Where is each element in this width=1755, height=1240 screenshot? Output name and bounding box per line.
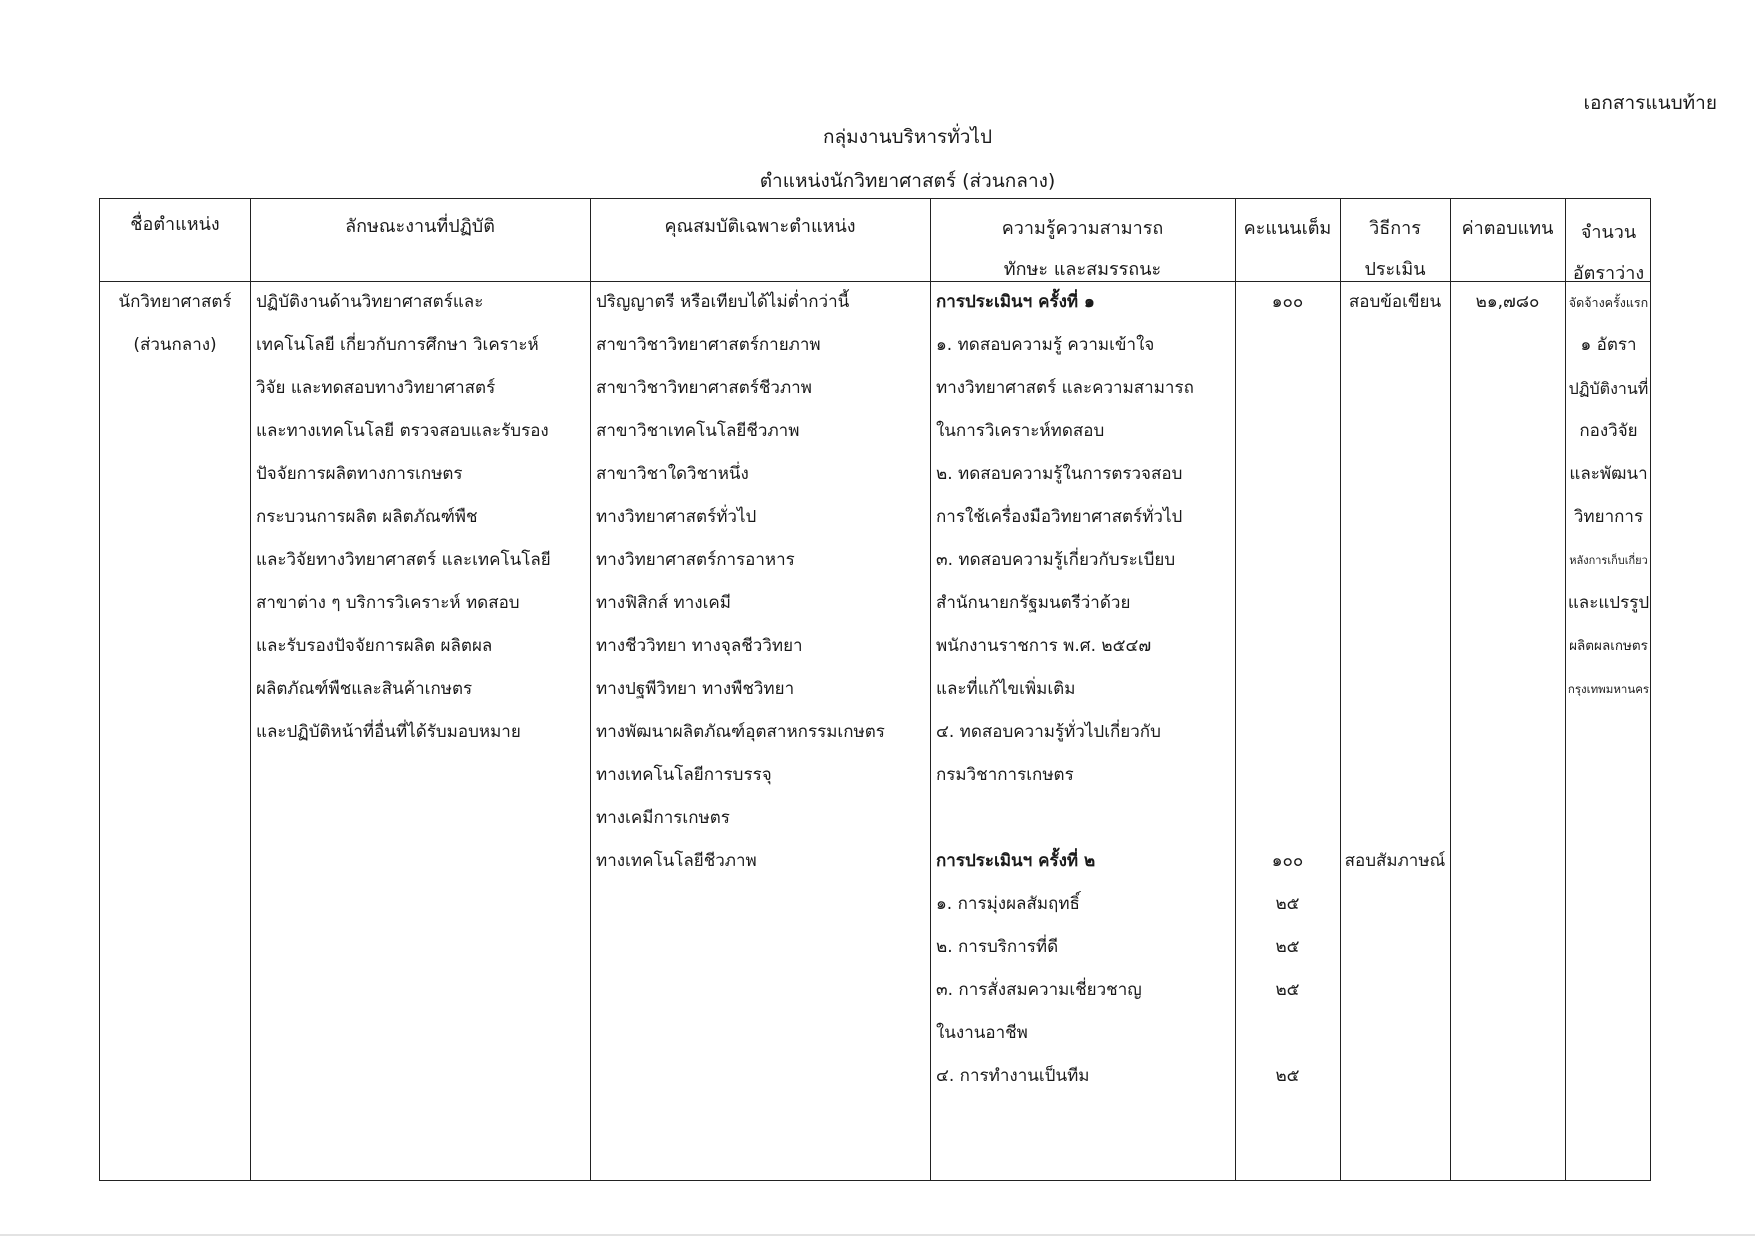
vacancy-line: จัดจ้างครั้งแรก bbox=[1568, 295, 1649, 310]
assessment-1-line: การใช้เครื่องมือวิทยาศาสตร์ทั่วไป bbox=[936, 507, 1183, 527]
assessment-1-heading: การประเมินฯ ครั้งที่ ๑ bbox=[936, 292, 1095, 312]
column-divider bbox=[930, 199, 931, 1180]
vacancy-line: และแปรรูป bbox=[1567, 593, 1650, 613]
header-qualifications: คุณสมบัติเฉพาะตำแหน่ง bbox=[664, 216, 856, 237]
score-cell bbox=[1235, 281, 1340, 1098]
duties-line: และวิจัยทางวิทยาศาสตร์ และเทคโนโลยี bbox=[256, 550, 551, 570]
duties-cell bbox=[256, 281, 551, 754]
method-cell bbox=[1340, 281, 1450, 883]
vacancy-line: วิทยาการ bbox=[1573, 507, 1644, 527]
header-competency-line-1: ความรู้ความสามารถ bbox=[1001, 218, 1164, 239]
duties-line: และปฏิบัติหน้าที่อื่นที่ได้รับมอบหมาย bbox=[256, 722, 521, 742]
duties-line: ผลิตภัณฑ์พืชและสินค้าเกษตร bbox=[256, 679, 473, 699]
annex-label: เอกสารแนบท้าย bbox=[1583, 92, 1717, 114]
vacancy-cell bbox=[1565, 281, 1652, 711]
assessment-2-sub-score: ๒๕ bbox=[1275, 980, 1300, 1000]
position-line: (ส่วนกลาง) bbox=[133, 335, 217, 355]
qualification-line: ทางฟิสิกส์ ทางเคมี bbox=[596, 593, 731, 613]
header-duties: ลักษณะงานที่ปฏิบัติ bbox=[345, 216, 495, 237]
assessment-2-line: ในงานอาชีพ bbox=[936, 1023, 1028, 1043]
assessment-1-method: สอบข้อเขียน bbox=[1348, 292, 1442, 312]
qualification-line: ทางวิทยาศาสตร์การอาหาร bbox=[596, 550, 795, 570]
qualification-line: ทางปฐพีวิทยา ทางพืชวิทยา bbox=[596, 679, 795, 699]
vacancy-line: ปฏิบัติงานที่ bbox=[1568, 379, 1649, 398]
assessment-2-sub-score: ๒๕ bbox=[1275, 894, 1300, 914]
vacancy-line: กรุงเทพมหานคร bbox=[1567, 682, 1650, 696]
header-pay: ค่าตอบแทน bbox=[1461, 218, 1554, 239]
pay-cell bbox=[1450, 281, 1565, 324]
assessment-2-line: ๒. การบริการที่ดี bbox=[936, 937, 1059, 957]
header-competency bbox=[930, 213, 1235, 283]
assessment-1-score: ๑๐๐ bbox=[1271, 292, 1304, 312]
assessment-2-heading: การประเมินฯ ครั้งที่ ๒ bbox=[936, 851, 1096, 871]
duties-line: กระบวนการผลิต ผลิตภัณฑ์พืช bbox=[256, 507, 478, 527]
header-vacancy-line-1: จำนวน bbox=[1580, 222, 1637, 243]
qualifications-cell bbox=[596, 281, 885, 883]
qualification-line: ทางพัฒนาผลิตภัณฑ์อุตสาหกรรมเกษตร bbox=[596, 722, 885, 742]
assessment-1-line: กรมวิชาการเกษตร bbox=[936, 765, 1074, 785]
qualification-line: ทางเคมีการเกษตร bbox=[596, 808, 730, 828]
header-vacancy-line-2: อัตราว่าง bbox=[1572, 263, 1645, 284]
qualification-line: ปริญญาตรี หรือเทียบได้ไม่ต่ำกว่านี้ bbox=[596, 292, 850, 312]
group-title: กลุ่มงานบริหารทั่วไป bbox=[822, 126, 993, 148]
assessment-2-score: ๑๐๐ bbox=[1271, 851, 1304, 871]
assessment-2-method: สอบสัมภาษณ์ bbox=[1344, 851, 1446, 871]
qualification-line: สาขาวิชาใดวิชาหนึ่ง bbox=[596, 464, 749, 484]
header-method-line-1: วิธีการ bbox=[1369, 218, 1421, 239]
assessment-2-sub-score: ๒๕ bbox=[1275, 937, 1300, 957]
header-method bbox=[1340, 213, 1450, 283]
assessment-1-line: ๑. ทดสอบความรู้ ความเข้าใจ bbox=[936, 335, 1155, 355]
vacancy-line: ผลิตผลเกษตร bbox=[1569, 638, 1648, 654]
assessment-1-line: ทางวิทยาศาสตร์ และความสามารถ bbox=[936, 378, 1194, 398]
qualification-line: ทางเทคโนโลยีการบรรจุ bbox=[596, 765, 772, 785]
duties-line: และทางเทคโนโลยี ตรวจสอบและรับรอง bbox=[256, 421, 549, 441]
position-name bbox=[100, 281, 250, 367]
header-competency-line-2: ทักษะ และสมรรถนะ bbox=[1003, 259, 1162, 280]
assessment-1-line: และที่แก้ไขเพิ่มเติม bbox=[936, 679, 1076, 699]
position-title: ตำแหน่งนักวิทยาศาสตร์ (ส่วนกลาง) bbox=[759, 170, 1056, 192]
pay-value: ๒๑,๗๘๐ bbox=[1475, 292, 1540, 312]
qualification-line: สาขาวิชาเทคโนโลยีชีวภาพ bbox=[596, 421, 800, 441]
scan-edge-line bbox=[0, 1234, 1755, 1236]
qualification-line: ทางเทคโนโลยีชีวภาพ bbox=[596, 851, 757, 871]
spacer bbox=[936, 797, 1194, 840]
column-divider bbox=[250, 199, 251, 1180]
position-line: นักวิทยาศาสตร์ bbox=[118, 292, 232, 312]
header-method-line-2: ประเมิน bbox=[1364, 259, 1426, 280]
duties-line: สาขาต่าง ๆ บริการวิเคราะห์ ทดสอบ bbox=[256, 593, 520, 613]
position-table bbox=[99, 198, 1651, 1181]
assessment-2-line: ๑. การมุ่งผลสัมฤทธิ์ bbox=[936, 894, 1080, 914]
vacancy-line: ๑ อัตรา bbox=[1580, 335, 1637, 355]
qualification-line: สาขาวิชาวิทยาศาสตร์กายภาพ bbox=[596, 335, 821, 355]
header-full-score: คะแนนเต็ม bbox=[1243, 218, 1332, 239]
qualification-line: ทางวิทยาศาสตร์ทั่วไป bbox=[596, 507, 757, 527]
column-divider bbox=[1450, 199, 1451, 1180]
assessment-1-line: ๔. ทดสอบความรู้ทั่วไปเกี่ยวกับ bbox=[936, 722, 1161, 742]
vacancy-line: และพัฒนา bbox=[1569, 464, 1648, 484]
duties-line: และรับรองปัจจัยการผลิต ผลิตผล bbox=[256, 636, 493, 656]
assessment-1-line: สำนักนายกรัฐมนตรีว่าด้วย bbox=[936, 593, 1131, 613]
duties-line: เทคโนโลยี เกี่ยวกับการศึกษา วิเคราะห์ bbox=[256, 335, 539, 355]
assessment-1-line: ในการวิเคราะห์ทดสอบ bbox=[936, 421, 1105, 441]
vacancy-line: กองวิจัย bbox=[1579, 421, 1638, 441]
qualification-line: สาขาวิชาวิทยาศาสตร์ชีวภาพ bbox=[596, 378, 812, 398]
assessment-1-line: ๒. ทดสอบความรู้ในการตรวจสอบ bbox=[936, 464, 1183, 484]
duties-line: ปัจจัยการผลิตทางการเกษตร bbox=[256, 464, 463, 484]
assessment-2-sub-score: ๒๕ bbox=[1275, 1066, 1300, 1086]
assessment-1-line: ๓. ทดสอบความรู้เกี่ยวกับระเบียบ bbox=[936, 550, 1176, 570]
assessment-1-line: พนักงานราชการ พ.ศ. ๒๕๔๗ bbox=[936, 636, 1152, 656]
column-divider bbox=[590, 199, 591, 1180]
header-vacancy bbox=[1565, 217, 1652, 287]
qualification-line: ทางชีววิทยา ทางจุลชีววิทยา bbox=[596, 636, 803, 656]
duties-line: ปฏิบัติงานด้านวิทยาศาสตร์และ bbox=[256, 292, 484, 312]
vacancy-line: หลังการเก็บเกี่ยว bbox=[1569, 554, 1648, 567]
competency-cell bbox=[936, 281, 1194, 1098]
duties-line: วิจัย และทดสอบทางวิทยาศาสตร์ bbox=[256, 378, 496, 398]
assessment-2-line: ๓. การสั่งสมความเชี่ยวชาญ bbox=[936, 980, 1142, 1000]
header-position: ชื่อตำแหน่ง bbox=[130, 214, 220, 235]
assessment-2-line: ๔. การทำงานเป็นทีม bbox=[936, 1066, 1090, 1086]
